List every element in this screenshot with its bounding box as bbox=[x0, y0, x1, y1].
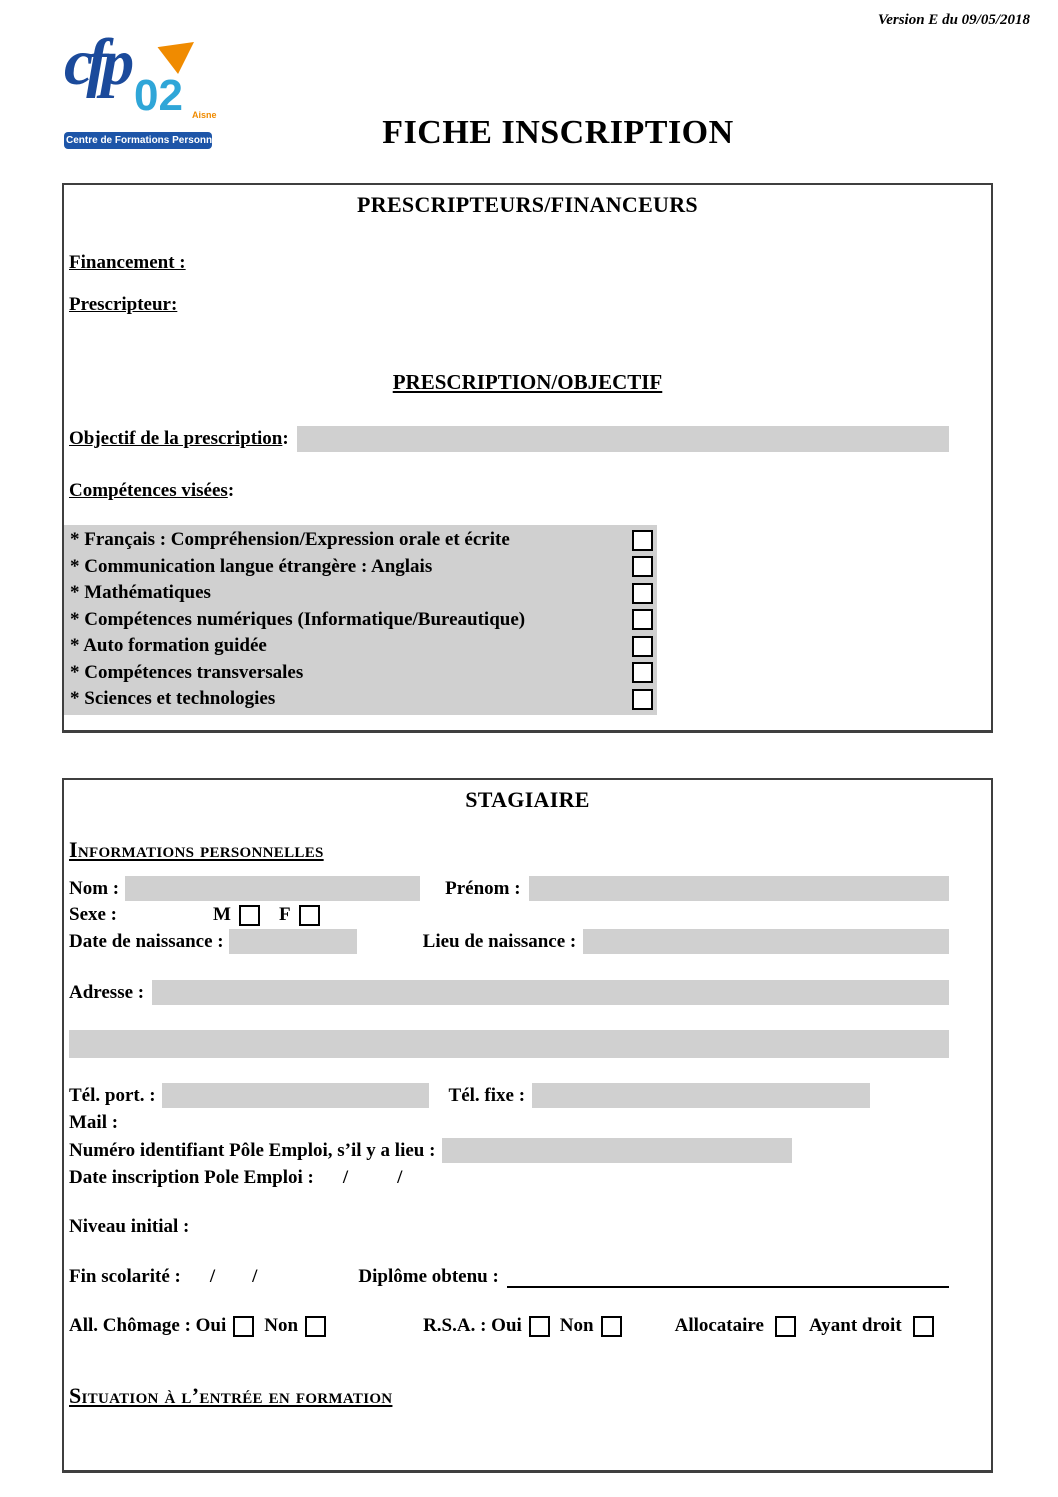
stagiaire-section bbox=[62, 778, 993, 1473]
diplome-obtenu-line[interactable] bbox=[507, 1266, 949, 1288]
nom-label: Nom : bbox=[69, 877, 120, 899]
prescription-objectif-header: PRESCRIPTION/OBJECTIF bbox=[392, 370, 663, 394]
competence-row bbox=[64, 607, 657, 634]
pole-emploi-id-label: Numéro identifiant Pôle Emploi, s’il y a lieu : bbox=[69, 1139, 436, 1161]
competence-checkbox[interactable] bbox=[632, 636, 653, 657]
competence-row bbox=[64, 554, 657, 581]
adresse-field[interactable] bbox=[152, 980, 949, 1005]
competence-label: * Auto formation guidée bbox=[70, 635, 267, 657]
competence-row bbox=[64, 660, 657, 687]
competence-checkbox[interactable] bbox=[632, 662, 653, 683]
competence-row bbox=[64, 580, 657, 607]
niveau-initial-label: Niveau initial : bbox=[69, 1216, 190, 1237]
competence-checkbox[interactable] bbox=[632, 556, 653, 577]
objectif-label: Objectif de la prescription bbox=[69, 428, 283, 449]
sexe-f-checkbox[interactable] bbox=[299, 905, 320, 926]
rsa-oui-label: R.S.A. : Oui bbox=[423, 1315, 522, 1336]
lieu-naissance-label: Lieu de naissance : bbox=[422, 930, 577, 952]
competence-row bbox=[64, 633, 657, 660]
all-chomage-oui-checkbox[interactable] bbox=[233, 1316, 254, 1337]
competences-list bbox=[64, 525, 657, 715]
competence-checkbox[interactable] bbox=[632, 689, 653, 710]
page-title: FICHE INSCRIPTION bbox=[382, 114, 734, 151]
date-naissance-field[interactable] bbox=[229, 929, 357, 954]
mail-label: Mail : bbox=[69, 1112, 119, 1133]
date-naissance-label: Date de naissance : bbox=[69, 930, 224, 952]
version-text: Version E du 09/05/2018 bbox=[877, 12, 1030, 28]
adresse-label: Adresse : bbox=[69, 981, 145, 1003]
informations-personnelles-header: Informations personnelles bbox=[69, 837, 324, 862]
tel-fixe-label: Tél. fixe : bbox=[448, 1084, 526, 1106]
rsa-non-checkbox[interactable] bbox=[601, 1316, 622, 1337]
sexe-m-checkbox[interactable] bbox=[239, 905, 260, 926]
objectif-colon: : bbox=[282, 428, 289, 449]
sexe-label: Sexe : bbox=[69, 904, 118, 925]
competence-label: * Sciences et technologies bbox=[70, 688, 276, 710]
competence-label: * Compétences transversales bbox=[70, 661, 304, 683]
prenom-label: Prénom : bbox=[445, 877, 521, 899]
logo-banner-text: Centre de Formations Personnalisées bbox=[64, 132, 212, 149]
competence-checkbox[interactable] bbox=[632, 583, 653, 604]
rsa-non-label: Non bbox=[559, 1315, 594, 1336]
allocataire-label: Allocataire bbox=[674, 1315, 764, 1336]
competence-label: * Français : Compréhension/Expression orale et écrite bbox=[70, 529, 510, 551]
tel-fixe-field[interactable] bbox=[532, 1083, 870, 1108]
competences-label: Compétences visées bbox=[69, 480, 228, 501]
prescripteur-label: Prescripteur: bbox=[69, 294, 178, 315]
competences-colon: : bbox=[227, 480, 235, 501]
competence-row bbox=[64, 527, 657, 554]
diplome-obtenu-label: Diplôme obtenu : bbox=[358, 1266, 499, 1287]
competence-checkbox[interactable] bbox=[632, 609, 653, 630]
prescripteurs-section bbox=[62, 183, 993, 733]
logo-region-text: Aisne bbox=[192, 110, 217, 120]
situation-entree-header: Situation à l’entrée en formation bbox=[69, 1383, 393, 1408]
prescripteurs-header: PRESCRIPTEURS/FINANCEURS bbox=[357, 192, 698, 217]
pole-emploi-id-field[interactable] bbox=[442, 1138, 792, 1163]
adresse-field-line2[interactable] bbox=[69, 1030, 949, 1058]
stagiaire-header: STAGIAIRE bbox=[465, 787, 590, 812]
slash-separator: / bbox=[397, 1167, 403, 1188]
sexe-f-label: F bbox=[278, 904, 291, 925]
ayant-droit-label: Ayant droit bbox=[808, 1315, 902, 1336]
tel-port-field[interactable] bbox=[162, 1083, 429, 1108]
financement-label: Financement : bbox=[69, 252, 186, 273]
logo-number: 02 bbox=[134, 71, 183, 120]
competence-row bbox=[64, 686, 657, 713]
competence-checkbox[interactable] bbox=[632, 530, 653, 551]
prenom-field[interactable] bbox=[529, 876, 949, 901]
slash-separator: / bbox=[252, 1266, 258, 1287]
ayant-droit-checkbox[interactable] bbox=[913, 1316, 934, 1337]
rsa-oui-checkbox[interactable] bbox=[529, 1316, 550, 1337]
tel-port-label: Tél. port. : bbox=[69, 1084, 156, 1106]
competence-label: * Communication langue étrangère : Anglais bbox=[70, 555, 433, 577]
slash-separator: / bbox=[209, 1266, 216, 1287]
date-inscription-label: Date inscription Pole Emploi : bbox=[69, 1167, 314, 1188]
competence-label: * Compétences numériques (Informatique/Bureautique) bbox=[70, 608, 526, 630]
sexe-m-label: M bbox=[213, 904, 231, 925]
logo-triangle-icon bbox=[156, 42, 194, 74]
allocataire-checkbox[interactable] bbox=[775, 1316, 796, 1337]
all-chomage-non-label: Non bbox=[264, 1315, 299, 1336]
nom-field[interactable] bbox=[125, 876, 420, 901]
all-chomage-non-checkbox[interactable] bbox=[305, 1316, 326, 1337]
logo-cfp-text: cfp bbox=[64, 26, 128, 99]
all-chomage-oui-label: All. Chômage : Oui bbox=[69, 1315, 227, 1336]
fin-scolarite-label: Fin scolarité : bbox=[69, 1266, 181, 1287]
slash-separator: / bbox=[342, 1167, 349, 1188]
objectif-field[interactable] bbox=[297, 426, 949, 452]
competence-label: * Mathématiques bbox=[70, 582, 211, 604]
lieu-naissance-field[interactable] bbox=[583, 929, 949, 954]
